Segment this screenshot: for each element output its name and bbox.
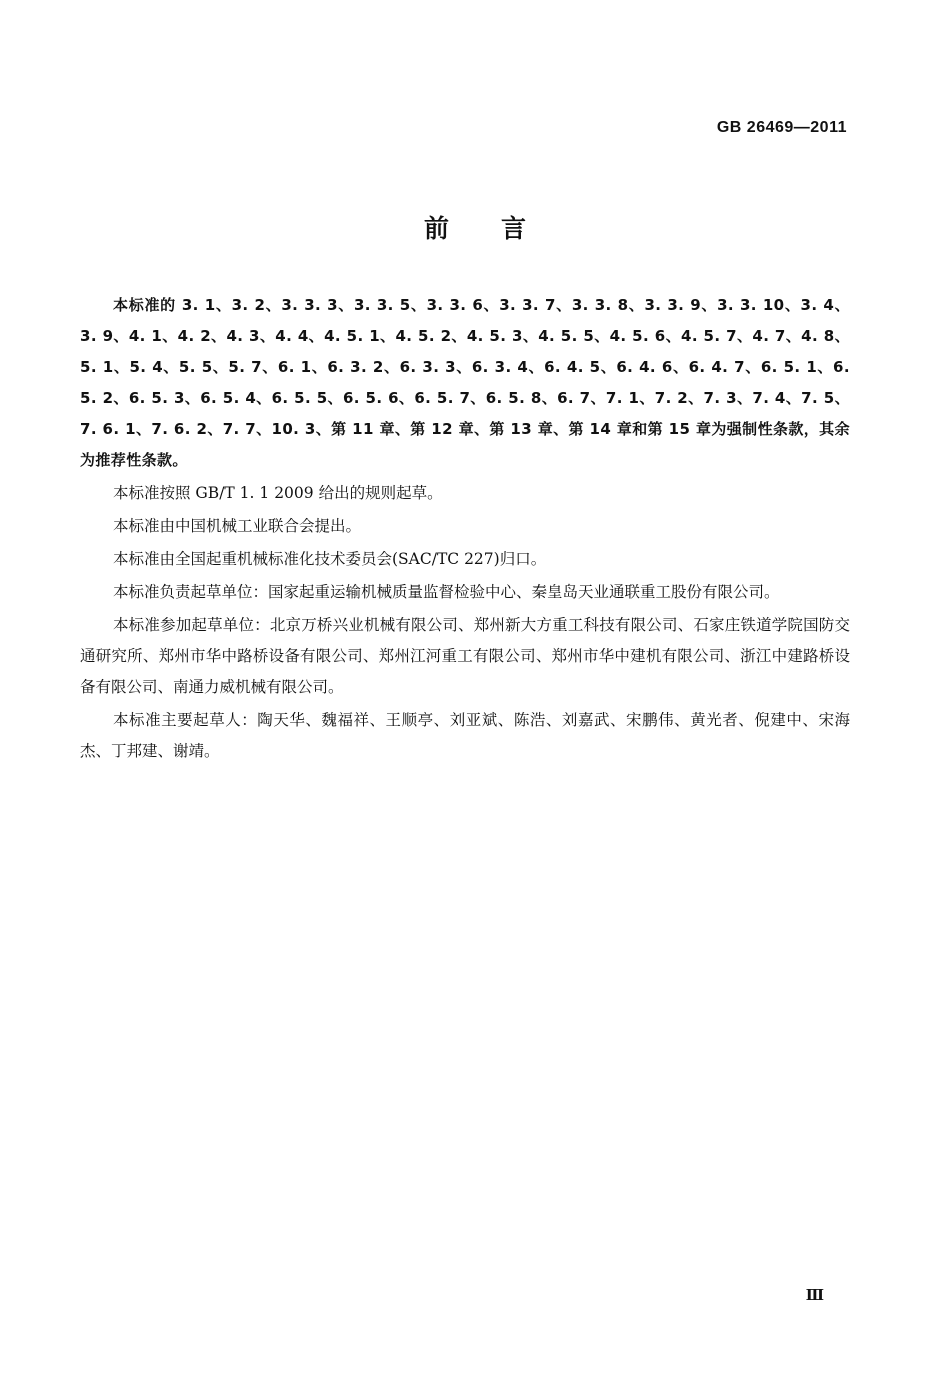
standard-number: GB 26469—2011 <box>716 119 847 136</box>
lead-drafters-paragraph: 本标准负责起草单位：国家起重运输机械质量监督检验中心、秦皇岛天业通联重工股份有限公司。 <box>113 583 780 601</box>
proposer-paragraph: 本标准由中国机械工业联合会提出。 <box>113 517 362 535</box>
page-number: Ⅲ <box>805 1286 824 1304</box>
drafting-rules-paragraph: 本标准按照 GB/T 1. 1 2009 给出的规则起草。 <box>113 484 443 502</box>
technical-committee-paragraph: 本标准由全国起重机械标准化技术委员会(SAC/TC 227)归口。 <box>113 550 547 568</box>
participating-drafters-paragraph: 本标准参加起草单位：北京万桥兴业机械有限公司、郑州新大方重工科技有限公司、石家庄铁道学院国防交通研究所、郑州市华中路桥设备有限公司、郑州江河重工有限公司、郑州市华中建机有限公司、浙江中建路桥设备有限公司、南通力威机械有限公司。 <box>80 616 850 696</box>
preface-body <box>80 290 850 769</box>
mandatory-clauses-paragraph: 本标准的 3. 1、3. 2、3. 3. 3、3. 3. 5、3. 3. 6、3. 3. 7、3. 3. 8、3. 3. 9、3. 3. 10、3. 4、3. 9、4. 1、4. 2、4. 3、4. 4、4. 5. 1、4. 5. 2、4. 5. 3、4. 5. 5、4. 5. 6、4. 5. 7、4. 7、4. 8、5. 1、5. 4、5. 5、5. 7、6. 1、6. 3. 2、6. 3. 3、6. 3. 4、6. 4. 5、6. 4. 6、6. 4. 7、6. 5. 1、6. 5. 2、6. 5. 3、6. 5. 4、6. 5. 5、6. 5. 6、6. 5. 7、6. 5. 8、6. 7、7. 1、7. 2、7. 3、7. 4、7. 5、7. 6. 1、7. 6. 2、7. 7、10. 3、第 11 章、第 12 章、第 13 章、第 14 章和第 15 章为强制性条款，其余为推荐性条款。 <box>80 296 850 469</box>
main-drafters-paragraph: 本标准主要起草人：陶天华、魏福祥、王顺亭、刘亚斌、陈浩、刘嘉武、宋鹏伟、黄光者、倪建中、宋海杰、丁邦建、谢靖。 <box>80 711 850 760</box>
page-title: 前言 <box>423 214 578 243</box>
